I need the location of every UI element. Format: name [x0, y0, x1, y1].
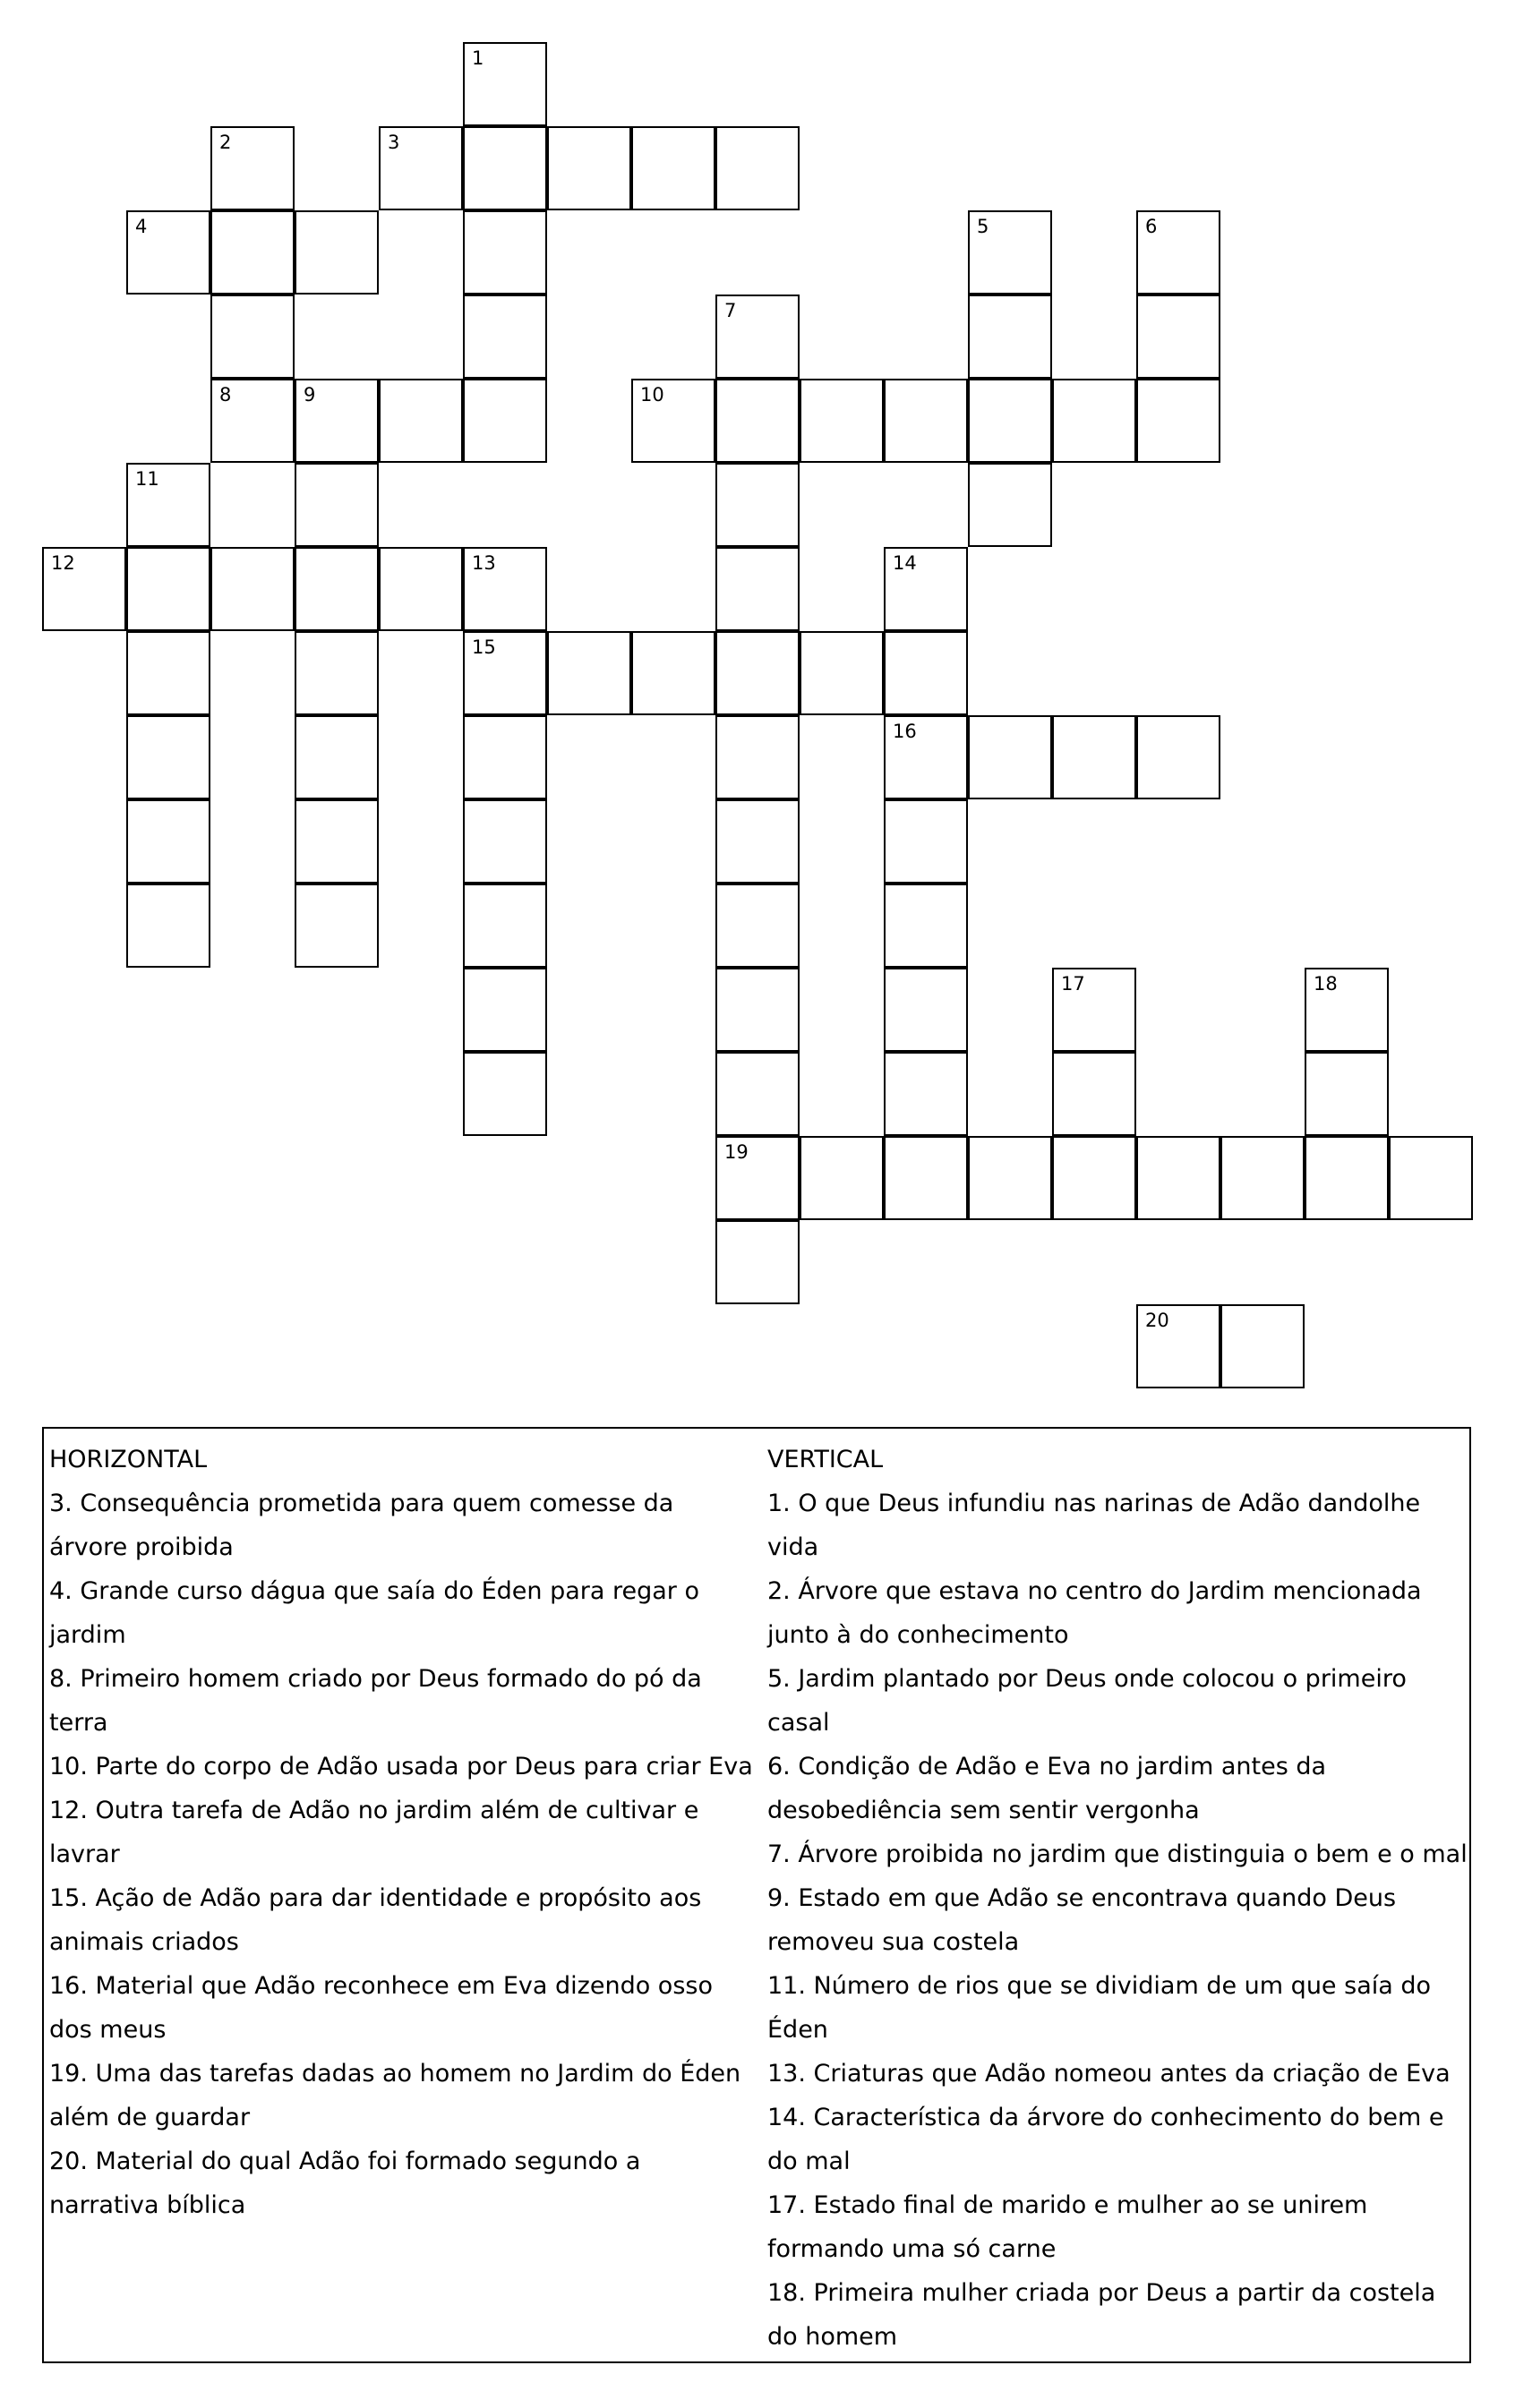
vertical-clue-6: 6. Condição de Adão e Eva no jardim antes da desobediência sem sentir vergonha [767, 1753, 1327, 1824]
grid-cell[interactable] [884, 1136, 968, 1220]
grid-cell[interactable] [715, 379, 800, 463]
clue-number: 5 [977, 216, 989, 237]
grid-cell[interactable] [1305, 968, 1389, 1052]
grid-cell[interactable] [884, 1052, 968, 1136]
grid-cell[interactable] [800, 1136, 884, 1220]
grid-cell[interactable] [800, 379, 884, 463]
vertical-clue-9: 9. Estado em que Adão se encontrava quando Deus removeu sua costela [767, 1884, 1397, 1956]
grid-cell[interactable] [126, 547, 210, 631]
grid-cell[interactable] [715, 1220, 800, 1304]
grid-cell[interactable] [463, 715, 547, 799]
grid-cell[interactable] [295, 210, 379, 295]
vertical-clue-7: 7. Árvore proibida no jardim que distinguia o bem e o mal [767, 1840, 1468, 1868]
vertical-clue-17: 17. Estado final de marido e mulher ao se unirem formando uma só carne [767, 2191, 1368, 2263]
grid-cell[interactable] [715, 799, 800, 884]
grid-cell[interactable] [379, 379, 463, 463]
grid-cell[interactable] [1389, 1136, 1473, 1220]
grid-cell[interactable] [715, 295, 800, 379]
vertical-clue-13: 13. Criaturas que Adão nomeou antes da criação de Eva [767, 2060, 1451, 2088]
grid-cell[interactable] [463, 126, 547, 210]
grid-cell[interactable] [1136, 295, 1220, 379]
clue-number: 16 [893, 721, 917, 742]
grid-cell[interactable] [295, 884, 379, 968]
grid-cell[interactable] [1052, 968, 1136, 1052]
grid-cell[interactable] [715, 1052, 800, 1136]
horizontal-clues-column [49, 1438, 757, 2227]
vertical-clue-18: 18. Primeira mulher criada por Deus a partir da costela do homem [767, 2279, 1436, 2351]
clue-number: 1 [472, 47, 484, 69]
grid-cell[interactable] [463, 547, 547, 631]
grid-cell[interactable] [379, 126, 463, 210]
grid-cell[interactable] [884, 799, 968, 884]
grid-cell[interactable] [715, 631, 800, 715]
horizontal-title: HORIZONTAL [49, 1446, 208, 1473]
grid-cell[interactable] [210, 547, 295, 631]
vertical-clues-column [767, 1438, 1469, 2359]
clue-number: 7 [724, 300, 737, 321]
grid-cell[interactable] [210, 379, 295, 463]
grid-cell[interactable] [631, 126, 715, 210]
grid-cell[interactable] [547, 126, 631, 210]
grid-cell[interactable] [968, 210, 1052, 295]
grid-cell[interactable] [126, 799, 210, 884]
horizontal-clue-10: 10. Parte do corpo de Adão usada por Deus para criar Eva [49, 1753, 753, 1780]
vertical-clue-2: 2. Árvore que estava no centro do Jardim mencionada junto à do conhecimento [767, 1577, 1422, 1649]
grid-cell[interactable] [800, 631, 884, 715]
grid-cell[interactable] [463, 295, 547, 379]
grid-cell[interactable] [715, 463, 800, 547]
grid-cell[interactable] [1052, 1052, 1136, 1136]
grid-cell[interactable] [126, 631, 210, 715]
grid-cell[interactable] [1136, 715, 1220, 799]
grid-cell[interactable] [210, 210, 295, 295]
grid-cell[interactable] [1305, 1052, 1389, 1136]
grid-cell[interactable] [463, 1052, 547, 1136]
grid-cell[interactable] [1220, 1304, 1305, 1388]
horizontal-clue-8: 8. Primeiro homem criado por Deus formado do pó da terra [49, 1665, 702, 1737]
grid-cell[interactable] [884, 968, 968, 1052]
grid-cell[interactable] [379, 547, 463, 631]
grid-cell[interactable] [1052, 379, 1136, 463]
grid-cell[interactable] [968, 295, 1052, 379]
grid-cell[interactable] [463, 884, 547, 968]
clue-number: 13 [472, 552, 496, 574]
grid-cell[interactable] [463, 799, 547, 884]
horizontal-clue-20: 20. Material do qual Adão foi formado segundo a narrativa bíblica [49, 2148, 641, 2219]
grid-cell[interactable] [715, 1136, 800, 1220]
grid-cell[interactable] [1136, 379, 1220, 463]
grid-cell[interactable] [1136, 1136, 1220, 1220]
grid-cell[interactable] [968, 715, 1052, 799]
horizontal-clue-15: 15. Ação de Adão para dar identidade e propósito aos animais criados [49, 1884, 702, 1956]
clue-number: 15 [472, 636, 496, 658]
grid-cell[interactable] [126, 715, 210, 799]
grid-cell[interactable] [295, 799, 379, 884]
horizontal-clue-12: 12. Outra tarefa de Adão no jardim além de cultivar e lavrar [49, 1797, 699, 1868]
grid-cell[interactable] [968, 379, 1052, 463]
grid-cell[interactable] [463, 631, 547, 715]
grid-cell[interactable] [126, 463, 210, 547]
clue-number: 12 [51, 552, 75, 574]
clues-box [42, 1427, 1471, 2363]
clue-number: 17 [1061, 973, 1085, 995]
horizontal-clue-4: 4. Grande curso dágua que saía do Éden para regar o jardim [49, 1577, 699, 1649]
clue-number: 19 [724, 1141, 749, 1163]
grid-cell[interactable] [884, 884, 968, 968]
grid-cell[interactable] [715, 968, 800, 1052]
vertical-clue-1: 1. O que Deus infundiu nas narinas de Adão dandolhe vida [767, 1490, 1421, 1561]
clue-number: 2 [219, 132, 232, 153]
grid-cell[interactable] [126, 210, 210, 295]
grid-cell[interactable] [463, 968, 547, 1052]
clue-number: 10 [640, 384, 664, 406]
grid-cell[interactable] [968, 463, 1052, 547]
grid-cell[interactable] [715, 884, 800, 968]
grid-cell[interactable] [295, 379, 379, 463]
clue-number: 9 [304, 384, 316, 406]
grid-cell[interactable] [1305, 1136, 1389, 1220]
grid-cell[interactable] [715, 547, 800, 631]
clue-number: 8 [219, 384, 232, 406]
clue-number: 14 [893, 552, 917, 574]
grid-cell[interactable] [1136, 210, 1220, 295]
vertical-title: VERTICAL [767, 1446, 884, 1473]
grid-cell[interactable] [884, 631, 968, 715]
horizontal-clue-19: 19. Uma das tarefas dadas ao homem no Jardim do Éden além de guardar [49, 2060, 741, 2131]
grid-cell[interactable] [42, 547, 126, 631]
grid-cell[interactable] [968, 1136, 1052, 1220]
vertical-clue-14: 14. Característica da árvore do conhecimento do bem e do mal [767, 2104, 1444, 2175]
grid-cell[interactable] [210, 295, 295, 379]
grid-cell[interactable] [1220, 1136, 1305, 1220]
vertical-clue-5: 5. Jardim plantado por Deus onde colocou o primeiro casal [767, 1665, 1407, 1737]
grid-cell[interactable] [295, 547, 379, 631]
clue-number: 11 [135, 468, 159, 490]
grid-cell[interactable] [295, 463, 379, 547]
grid-cell[interactable] [631, 379, 715, 463]
horizontal-clue-16: 16. Material que Adão reconhece em Eva dizendo osso dos meus [49, 1972, 713, 2044]
grid-cell[interactable] [884, 379, 968, 463]
grid-cell[interactable] [463, 379, 547, 463]
horizontal-clue-3: 3. Consequência prometida para quem comesse da árvore proibida [49, 1490, 674, 1561]
grid-cell[interactable] [295, 631, 379, 715]
grid-cell[interactable] [1052, 1136, 1136, 1220]
clue-number: 20 [1145, 1310, 1169, 1331]
grid-cell[interactable] [295, 715, 379, 799]
grid-cell[interactable] [884, 715, 968, 799]
grid-cell[interactable] [463, 210, 547, 295]
grid-cell[interactable] [715, 715, 800, 799]
clue-number: 6 [1145, 216, 1158, 237]
grid-cell[interactable] [884, 547, 968, 631]
grid-cell[interactable] [126, 884, 210, 968]
clue-number: 3 [388, 132, 400, 153]
grid-cell[interactable] [1136, 1304, 1220, 1388]
grid-cell[interactable] [547, 631, 631, 715]
grid-cell[interactable] [631, 631, 715, 715]
grid-cell[interactable] [210, 126, 295, 210]
vertical-clue-11: 11. Número de rios que se dividiam de um que saía do Éden [767, 1972, 1432, 2044]
clue-number: 18 [1314, 973, 1338, 995]
grid-cell[interactable] [1052, 715, 1136, 799]
grid-cell[interactable] [715, 126, 800, 210]
grid-cell[interactable] [463, 42, 547, 126]
clue-number: 4 [135, 216, 148, 237]
